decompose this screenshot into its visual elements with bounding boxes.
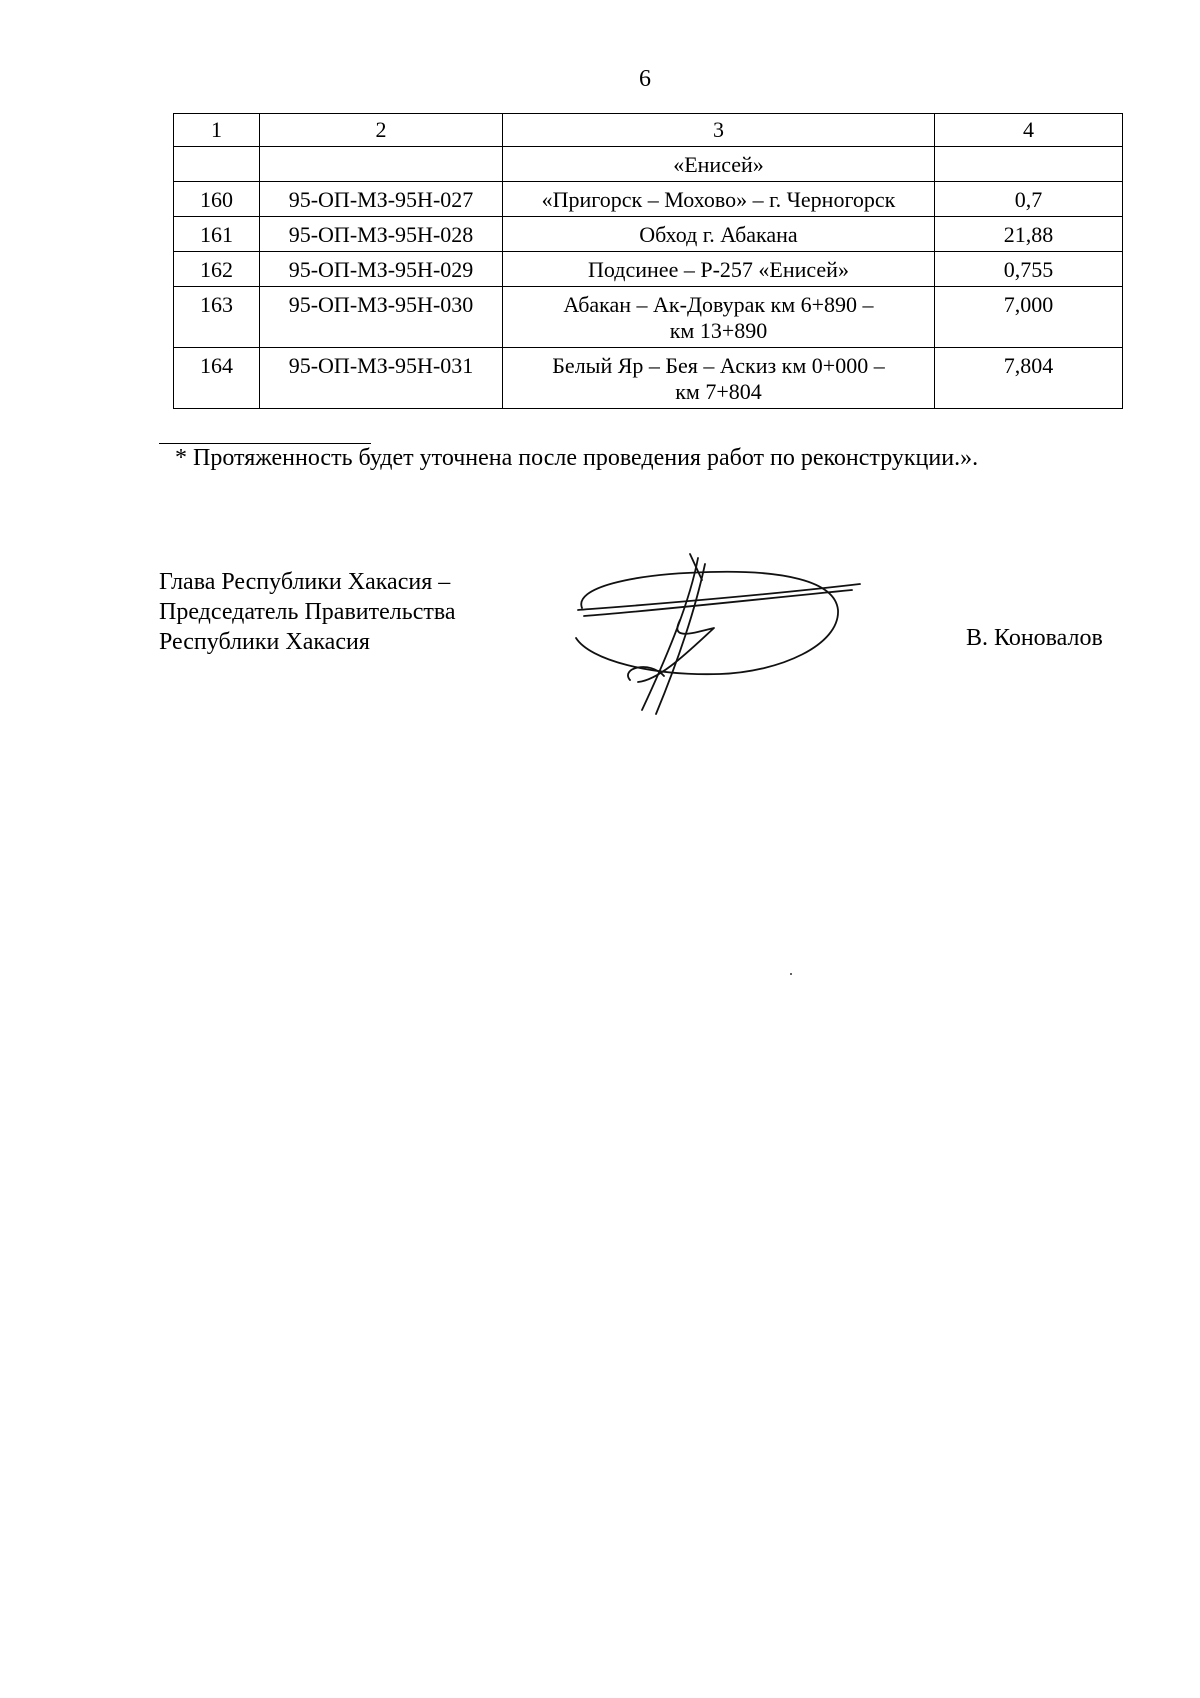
handwritten-signature — [570, 550, 880, 720]
table-cell: 7,804 — [935, 348, 1123, 409]
table-cell: Абакан – Ак-Довурак км 6+890 – км 13+890 — [503, 287, 935, 348]
table-cell: 162 — [174, 252, 260, 287]
table-cell: 0,7 — [935, 182, 1123, 217]
signatory-line: Глава Республики Хакасия – — [159, 569, 451, 595]
table-row — [174, 252, 1123, 287]
table-cell: 0,755 — [935, 252, 1123, 287]
table-cell: 161 — [174, 217, 260, 252]
table-cell: Обход г. Абакана — [503, 217, 935, 252]
scan-speck — [790, 973, 792, 975]
table-cell: 21,88 — [935, 217, 1123, 252]
table-row — [174, 147, 1123, 182]
table-cell: «Пригорск – Мохово» – г. Черногорск — [503, 182, 935, 217]
table-cell: 160 — [174, 182, 260, 217]
table-cell: 95-ОП-МЗ-95Н-031 — [260, 348, 503, 409]
table-row — [174, 287, 1123, 348]
table-cell: 1 — [174, 114, 260, 147]
signatory-title — [159, 567, 456, 657]
table-row — [174, 182, 1123, 217]
table-cell: 2 — [260, 114, 503, 147]
signatory-line: Республики Хакасия — [159, 629, 370, 655]
table-cell: 95-ОП-МЗ-95Н-027 — [260, 182, 503, 217]
table-cell: 7,000 — [935, 287, 1123, 348]
table-row — [174, 217, 1123, 252]
signatory-line: Председатель Правительства — [159, 599, 456, 625]
table-cell: 163 — [174, 287, 260, 348]
table-cell: 3 — [503, 114, 935, 147]
table-header-row — [174, 114, 1123, 147]
roads-table — [173, 113, 1123, 409]
footnote: * Протяженность будет уточнена после проведения работ по реконструкции.». — [175, 445, 979, 471]
footnote-divider — [159, 443, 371, 444]
table-cell — [174, 147, 260, 182]
signer-name: В. Коновалов — [966, 625, 1103, 651]
table-cell: 95-ОП-МЗ-95Н-029 — [260, 252, 503, 287]
table-cell — [260, 147, 503, 182]
table-cell: Белый Яр – Бея – Аскиз км 0+000 – км 7+804 — [503, 348, 935, 409]
table-cell: 95-ОП-МЗ-95Н-030 — [260, 287, 503, 348]
table-cell: «Енисей» — [503, 147, 935, 182]
table-cell: 95-ОП-МЗ-95Н-028 — [260, 217, 503, 252]
table-cell: 4 — [935, 114, 1123, 147]
table-row — [174, 348, 1123, 409]
page-number: 6 — [639, 66, 651, 92]
table-cell: 164 — [174, 348, 260, 409]
table-cell — [935, 147, 1123, 182]
table-cell: Подсинее – Р-257 «Енисей» — [503, 252, 935, 287]
